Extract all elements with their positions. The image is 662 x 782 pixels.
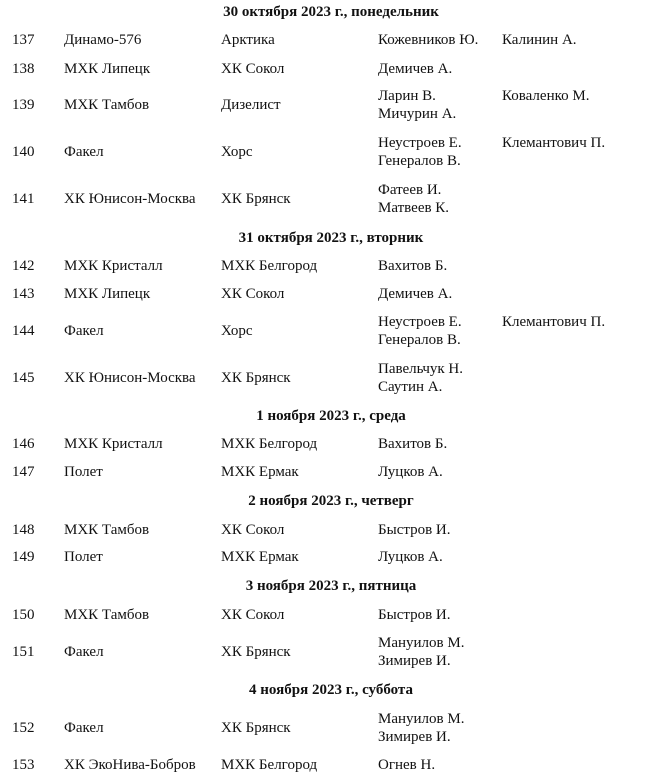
referee-name: Ларин В.: [378, 88, 436, 104]
day-header: 31 октября 2023 г., вторник: [238, 230, 424, 246]
away-team: МХК Ермак: [221, 549, 299, 565]
game-number: 140: [12, 144, 35, 160]
referees: [378, 313, 462, 349]
game-number: 152: [12, 720, 35, 736]
home-team: ХК ЭкоНива-Бобров: [64, 757, 196, 773]
away-team: ХК Сокол: [221, 61, 285, 77]
home-team: Полет: [64, 549, 103, 565]
game-number: 147: [12, 464, 35, 480]
referees: [378, 285, 452, 303]
away-team: Хорс: [221, 144, 253, 160]
referee-name: Мичурин А.: [378, 106, 457, 122]
away-team: ХК Сокол: [221, 522, 285, 538]
home-team: Факел: [64, 144, 104, 160]
game-number: 145: [12, 370, 35, 386]
away-team: ХК Сокол: [221, 607, 285, 623]
referees: [378, 463, 443, 481]
referee-name: Быстров И.: [378, 607, 451, 623]
referees: [378, 435, 447, 453]
referee-name: Неустроев Е.: [378, 314, 462, 330]
game-number: 139: [12, 97, 35, 113]
referee-name: Демичев А.: [378, 286, 453, 302]
game-number: 137: [12, 32, 35, 48]
game-number: 141: [12, 191, 35, 207]
home-team: ХК Юнисон-Москва: [64, 370, 196, 386]
linesman-name: Коваленко М.: [502, 88, 590, 104]
home-team: Динамо-576: [64, 32, 142, 48]
linesman-name: Клемантович П.: [502, 135, 606, 151]
away-team: ХК Брянск: [221, 191, 291, 207]
referee-name: Мануилов М.: [378, 711, 465, 727]
linesman-name: Клемантович П.: [502, 314, 606, 330]
home-team: ХК Юнисон-Москва: [64, 191, 196, 207]
home-team: Факел: [64, 644, 104, 660]
referees: [378, 548, 443, 566]
away-team: Хорс: [221, 323, 253, 339]
game-number: 146: [12, 436, 35, 452]
game-number: 149: [12, 549, 35, 565]
referee-name: Фатеев И.: [378, 182, 442, 198]
referees: [378, 606, 451, 624]
referee-name: Быстров И.: [378, 522, 451, 538]
away-team: ХК Брянск: [221, 370, 291, 386]
referee-name: Зимирев И.: [378, 653, 451, 669]
referees: [378, 710, 464, 746]
day-header: 4 ноября 2023 г., суббота: [249, 682, 413, 698]
game-number: 151: [12, 644, 35, 660]
referee-name: Мануилов М.: [378, 635, 465, 651]
game-number: 153: [12, 757, 35, 773]
referee-name: Неустроев Е.: [378, 135, 462, 151]
home-team: МХК Липецк: [64, 286, 151, 302]
linesman-name: Калинин А.: [502, 32, 577, 48]
referees: [378, 31, 478, 49]
referee-name: Генералов В.: [378, 332, 461, 348]
referees: [378, 87, 456, 123]
referees: [378, 60, 452, 78]
referee-name: Саутин А.: [378, 379, 443, 395]
away-team: МХК Белгород: [221, 436, 318, 452]
referee-name: Генералов В.: [378, 153, 461, 169]
referees: [378, 360, 463, 396]
away-team: МХК Ермак: [221, 464, 299, 480]
linesmen: [502, 87, 589, 105]
referees: [378, 521, 451, 539]
home-team: Факел: [64, 720, 104, 736]
referees: [378, 756, 435, 774]
linesmen: [502, 31, 577, 49]
day-header: 2 ноября 2023 г., четверг: [248, 493, 414, 509]
home-team: МХК Липецк: [64, 61, 151, 77]
game-number: 148: [12, 522, 35, 538]
home-team: МХК Кристалл: [64, 436, 163, 452]
referee-name: Вахитов Б.: [378, 258, 448, 274]
referee-name: Вахитов Б.: [378, 436, 448, 452]
day-header: 1 ноября 2023 г., среда: [256, 408, 406, 424]
referee-name: Луцков А.: [378, 464, 443, 480]
referee-name: Зимирев И.: [378, 729, 451, 745]
linesmen: [502, 134, 605, 152]
game-number: 142: [12, 258, 35, 274]
home-team: Полет: [64, 464, 103, 480]
referee-name: Луцков А.: [378, 549, 443, 565]
referees: [378, 181, 449, 217]
away-team: Арктика: [221, 32, 275, 48]
away-team: МХК Белгород: [221, 258, 318, 274]
day-header: 30 октября 2023 г., понедельник: [223, 4, 439, 20]
referees: [378, 134, 462, 170]
referee-name: Демичев А.: [378, 61, 453, 77]
referee-name: Павельчук Н.: [378, 361, 463, 377]
home-team: МХК Тамбов: [64, 607, 150, 623]
home-team: МХК Кристалл: [64, 258, 163, 274]
game-number: 150: [12, 607, 35, 623]
game-number: 138: [12, 61, 35, 77]
day-header: 3 ноября 2023 г., пятница: [245, 578, 417, 594]
away-team: ХК Сокол: [221, 286, 285, 302]
away-team: ХК Брянск: [221, 644, 291, 660]
referee-name: Огнев Н.: [378, 757, 436, 773]
away-team: ХК Брянск: [221, 720, 291, 736]
away-team: Дизелист: [221, 97, 281, 113]
game-number: 144: [12, 323, 35, 339]
referees: [378, 257, 447, 275]
home-team: МХК Тамбов: [64, 97, 150, 113]
referee-name: Кожевников Ю.: [378, 32, 479, 48]
game-number: 143: [12, 286, 35, 302]
home-team: Факел: [64, 323, 104, 339]
away-team: МХК Белгород: [221, 757, 318, 773]
home-team: МХК Тамбов: [64, 522, 150, 538]
linesmen: [502, 313, 605, 331]
referee-name: Матвеев К.: [378, 200, 450, 216]
referees: [378, 634, 464, 670]
